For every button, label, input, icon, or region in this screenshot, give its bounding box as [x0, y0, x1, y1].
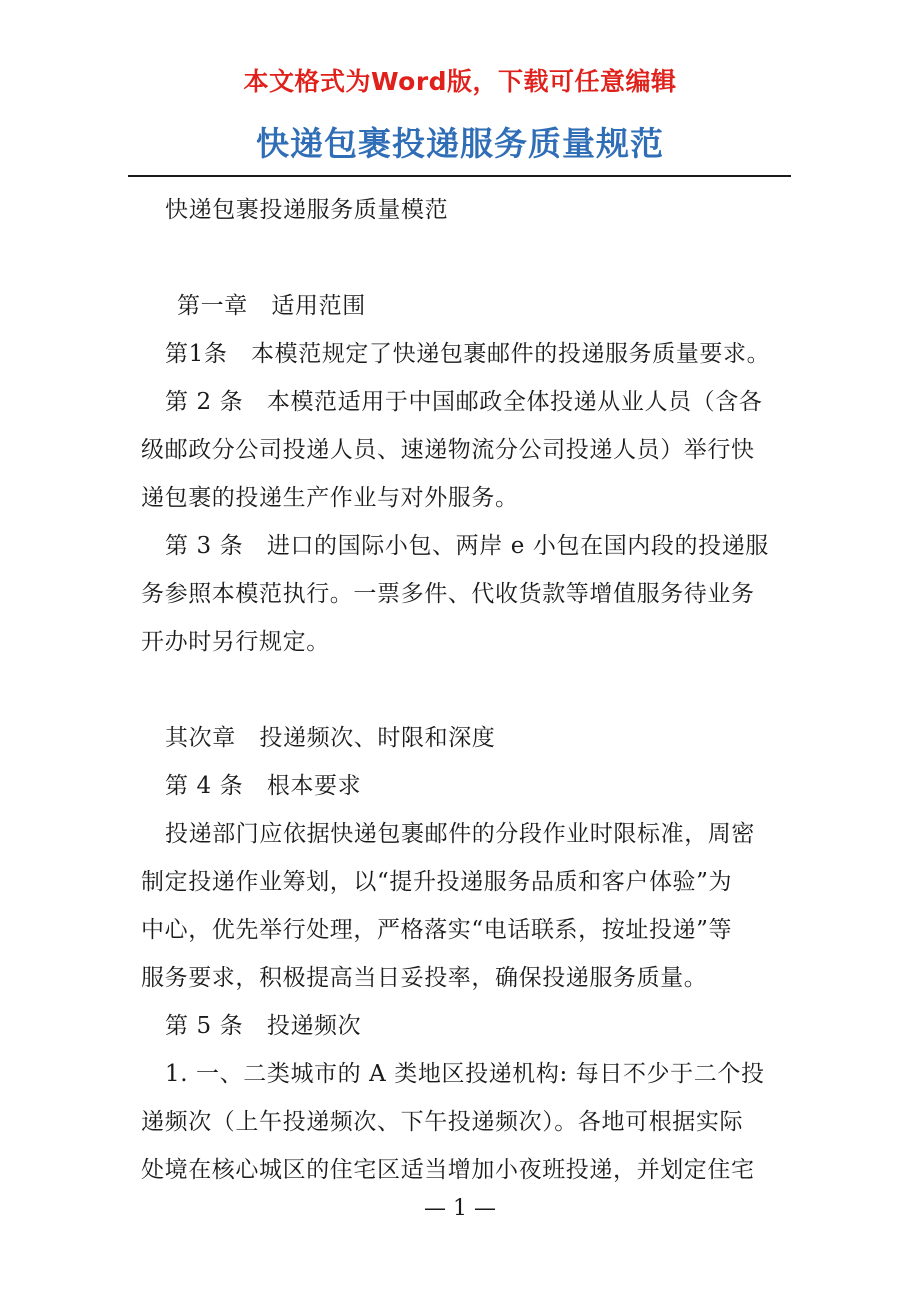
- paragraph-gap: [141, 234, 781, 282]
- article-5-line: 处境在核心城区的住宅区适当增加小夜班投递，并划定住宅: [141, 1157, 755, 1183]
- document-body: [141, 186, 781, 1194]
- article-4-line: 中心，优先举行处理，严格落实“电话联系，按址投递”等: [141, 917, 733, 943]
- format-notice-banner: 本文格式为Word版，下载可任意编辑: [243, 67, 677, 96]
- page-number: — 1 —: [424, 1196, 496, 1221]
- article-2-line: 递包裹的投递生产作业与对外服务。: [141, 485, 519, 511]
- chapter-heading: 其次章 投递频次、时限和深度: [165, 725, 496, 751]
- article-3-line: 务参照本模范执行。一票多件、代收货款等增值服务待业务: [141, 581, 755, 607]
- article-4-line: 制定投递作业筹划，以“提升投递服务品质和客户体验”为: [141, 869, 733, 895]
- article-1: 第1条 本模范规定了快递包裹邮件的投递服务质量要求。: [165, 341, 771, 367]
- subtitle-line: 快递包裹投递服务质量模范: [165, 197, 449, 223]
- article-5-line: 1. 一、二类城市的 A 类地区投递机构: 每日不少于二个投: [165, 1061, 765, 1087]
- chapter-heading: 第一章 适用范围: [177, 293, 366, 319]
- article-2-line: 级邮政分公司投递人员、速递物流分公司投递人员）举行快: [141, 437, 755, 463]
- article-4-heading: 第 4 条 根本要求: [165, 773, 362, 799]
- article-5-line: 递频次（上午投递频次、下午投递频次）。各地可根据实际: [141, 1109, 744, 1135]
- article-4-line: 服务要求，积极提高当日妥投率，确保投递服务质量。: [141, 965, 708, 991]
- article-2-line: 第 2 条 本模范适用于中国邮政全体投递从业人员（含各: [165, 389, 763, 415]
- article-5-heading: 第 5 条 投递频次: [165, 1013, 362, 1039]
- article-3-line: 开办时另行规定。: [141, 629, 330, 655]
- document-title: 快递包裹投递服务质量规范: [256, 124, 664, 163]
- paragraph-gap: [141, 666, 781, 714]
- title-divider: [128, 175, 791, 177]
- article-4-line: 投递部门应依据快递包裹邮件的分段作业时限标准，周密: [165, 821, 755, 847]
- article-3-line: 第 3 条 进口的国际小包、两岸 e 小包在国内段的投递服: [165, 533, 769, 559]
